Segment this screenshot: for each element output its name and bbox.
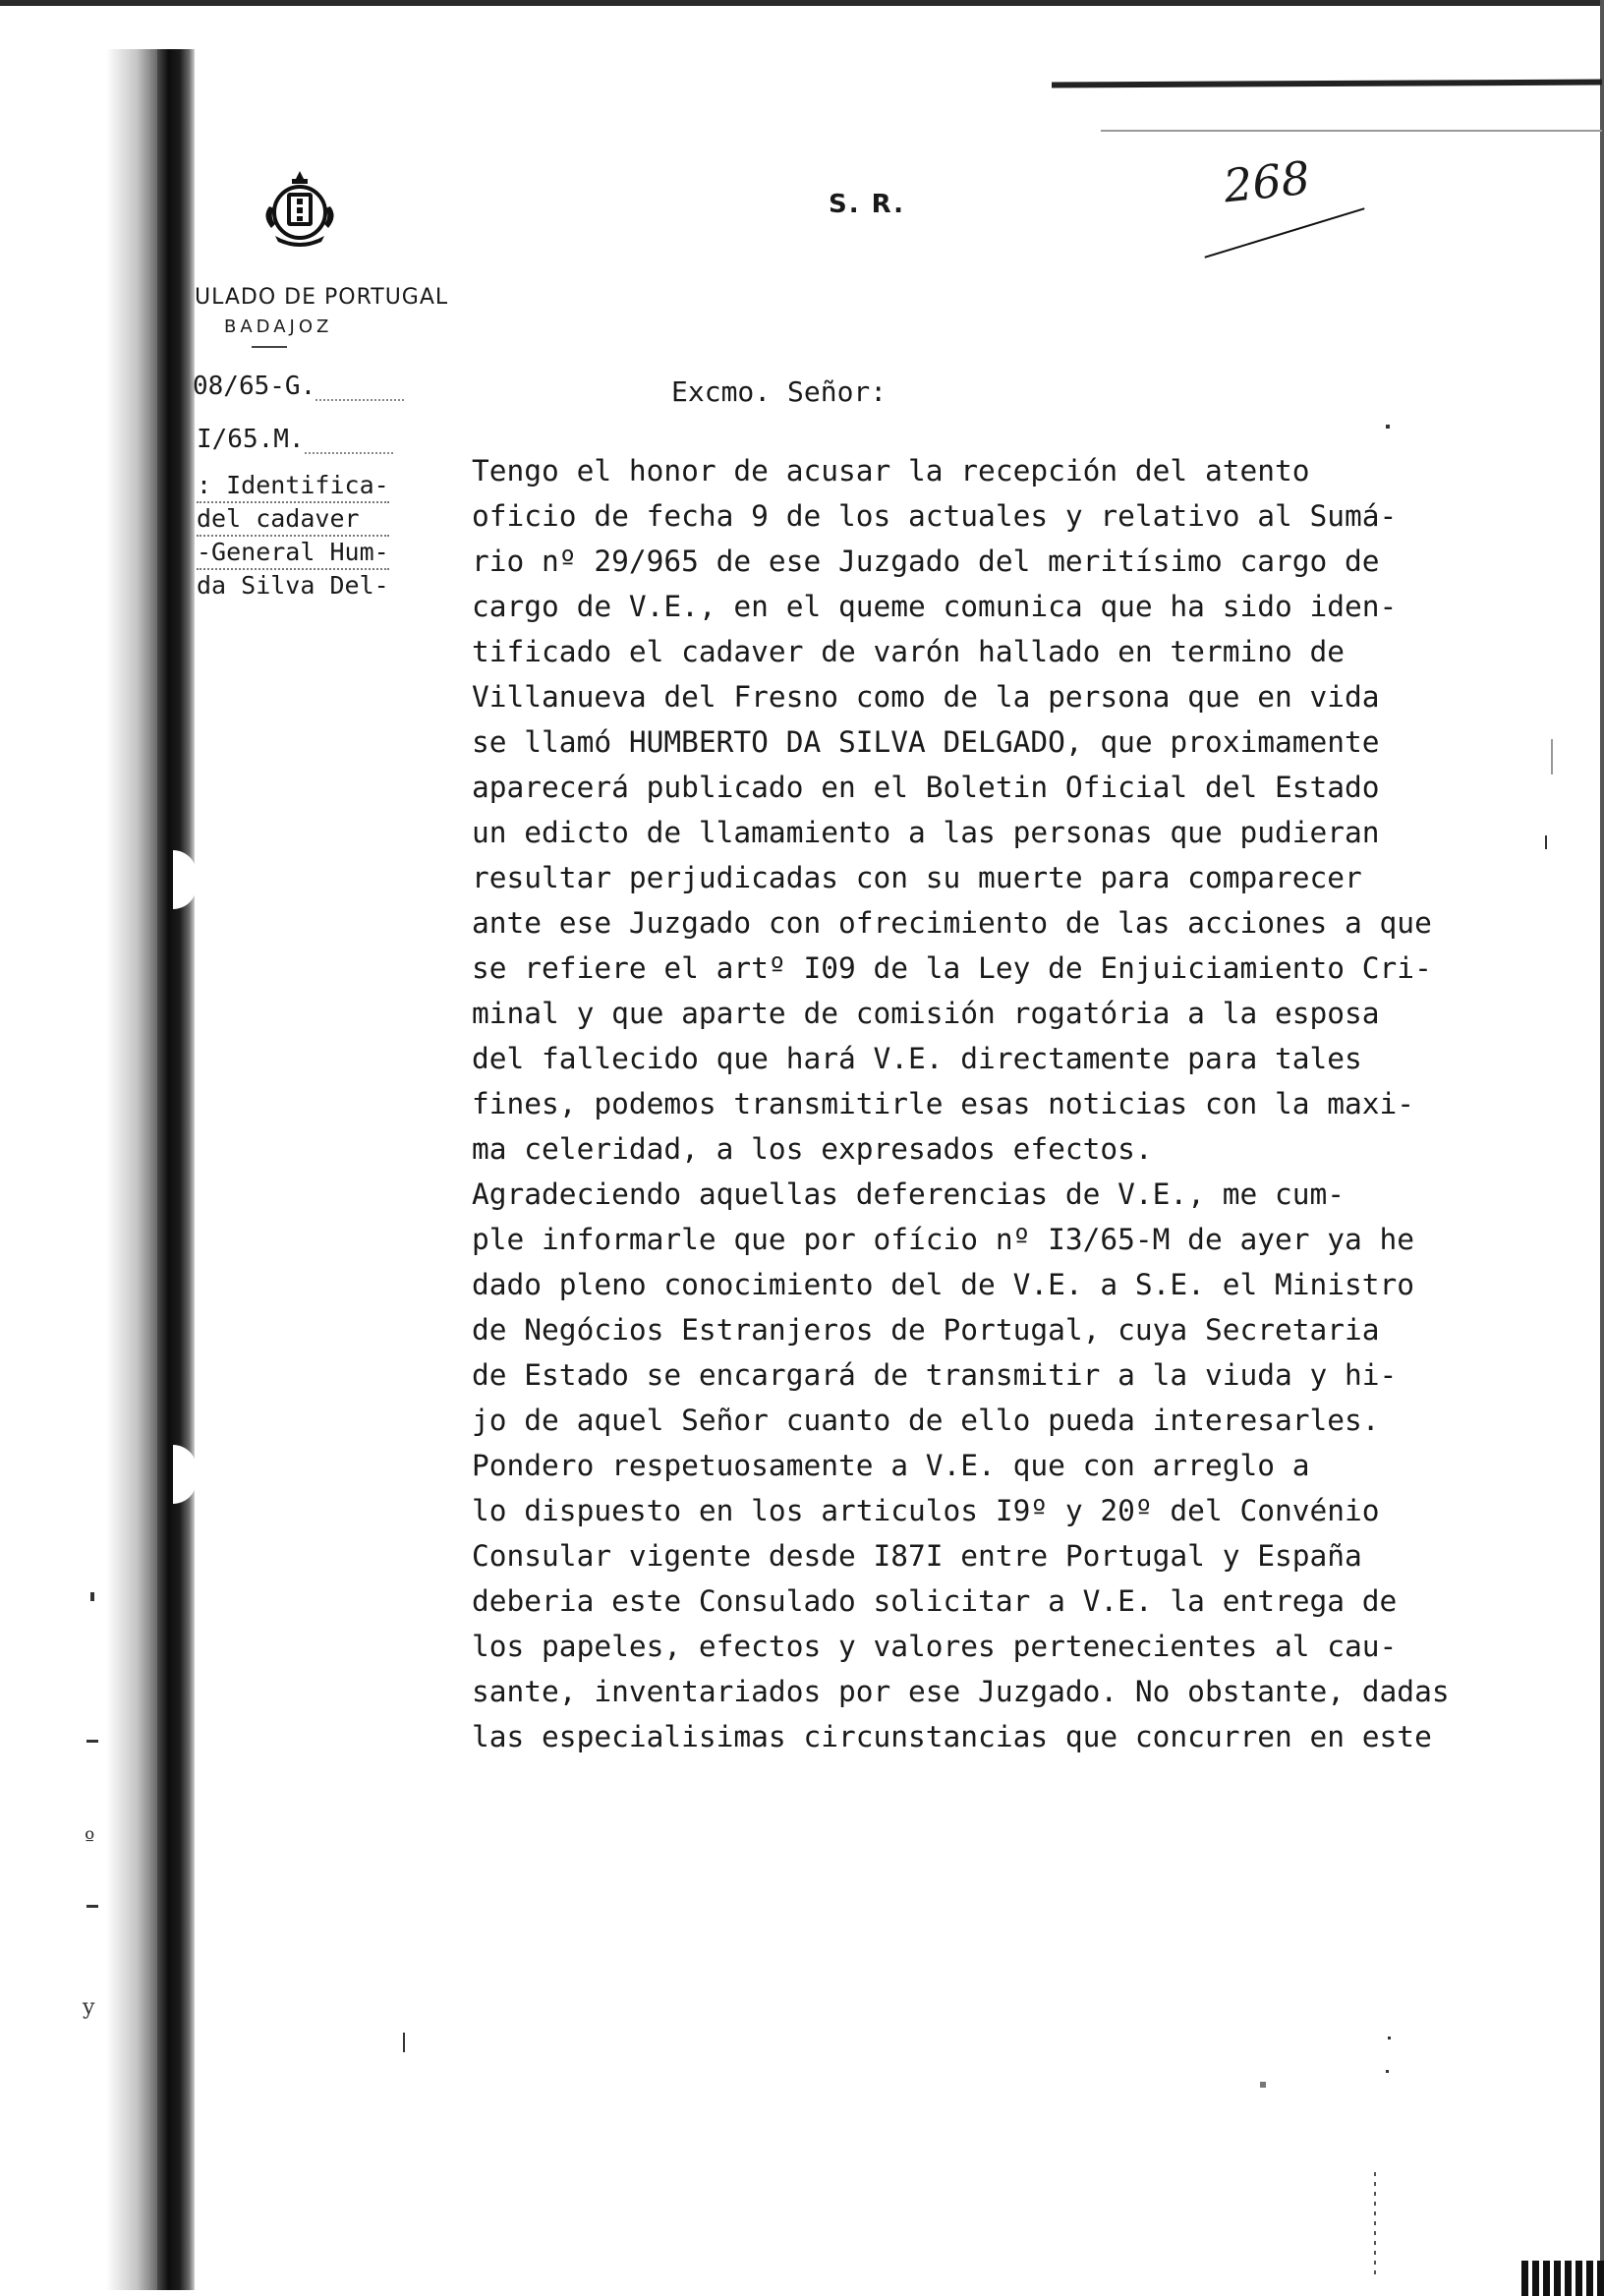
body-line: los papeles, efectos y valores pertenecientes al cau- [472,1630,1398,1663]
body-line: Consular vigente desde I87I entre Portugal y España [472,1539,1362,1573]
body-line: fines, podemos transmitirle esas noticias con la maxi- [472,1087,1415,1120]
body-line: jo de aquel Señor cuanto de ello pueda interesarles. [472,1404,1380,1437]
subject-line: : Identifica- [197,470,389,503]
body-line: Villanueva del Fresno como de la persona que en vida [472,680,1380,714]
consulate-city: BADAJOZ [224,316,333,337]
subject-line: del cadaver [197,503,389,537]
city-underline [252,346,287,348]
body-line: minal y que aparte de comisión rogatória a la esposa [472,997,1380,1030]
subject-line: -General Hum- [197,537,389,570]
dotted-line [315,395,404,401]
speck [1388,2037,1391,2039]
body-line: ma celeridad, a los expresados efectos. [472,1132,1153,1166]
body-line: de Negócios Estranjeros de Portugal, cuya Secretaria [472,1313,1380,1347]
body-line: ple informarle que por ofício nº I3/65-M de ayer ya he [472,1223,1415,1256]
classification-mark: S. R. [829,190,906,219]
dotted-line [305,448,393,454]
speck [1545,835,1547,849]
margin-mark: º [85,1828,95,1853]
body-line: se llamó HUMBERTO DA SILVA DELGADO, que proximamente [472,725,1380,759]
folio-number: 268 [1221,150,1313,213]
body-line: las especialisimas circunstancias que concurren en este [472,1720,1432,1753]
speck [1374,2172,1376,2280]
margin-dash [403,2033,405,2052]
body-line: se refiere el artº I09 de la Ley de Enjuiciamiento Cri- [472,951,1432,985]
reference-number [197,425,393,454]
page-top-border [0,0,1604,6]
body-line: de Estado se encargará de transmitir a la viuda y hi- [472,1358,1398,1392]
subject-line: da Silva Del- [197,571,389,600]
margin-dash [86,1740,98,1743]
page-right-border [1600,0,1604,2296]
speck [1386,425,1390,429]
reference-value: 08/65-G. [193,372,316,401]
folio-underline [1204,207,1364,258]
speck [1260,2082,1266,2088]
body-line: Tengo el honor de acusar la recepción del atento [472,454,1310,488]
top-rule [1052,80,1602,88]
consulate-name: ULADO DE PORTUGAL [195,285,449,310]
binding-shadow [106,49,157,2290]
body-line: lo dispuesto en los articulos I9º y 20º del Convénio [472,1494,1380,1527]
reference-number [193,372,404,401]
body-line: un edicto de llamamiento a las personas que pudieran [472,816,1380,849]
speck [1386,2070,1389,2073]
body-line: Pondero respetuosamente a V.E. que con arreglo a [472,1449,1310,1482]
body-line: oficio de fecha 9 de los actuales y relativo al Sumá- [472,499,1398,533]
letter-body [472,448,1592,1759]
body-line: resultar perjudicadas con su muerte para comparecer [472,861,1362,894]
margin-mark: y [83,1995,95,2020]
coat-of-arms-icon [258,167,342,252]
binding-edge [157,49,195,2290]
corner-stamp-fragment [1521,2261,1604,2296]
speck [1551,739,1553,775]
body-line: del fallecido que hará V.E. directamente para tales [472,1042,1362,1075]
body-line: rio nº 29/965 de ese Juzgado del meritísimo cargo de [472,545,1380,578]
body-line: ante ese Juzgado con ofrecimiento de las acciones a que [472,906,1432,940]
body-line: cargo de V.E., en el queme comunica que ha sido iden- [472,590,1398,623]
body-line: deberia este Consulado solicitar a V.E. la entrega de [472,1584,1398,1618]
margin-dash [86,1905,98,1908]
body-line: aparecerá publicado en el Boletin Oficial del Estado [472,771,1380,804]
salutation: Excmo. Señor: [671,375,888,408]
body-line: sante, inventariados por ese Juzgado. No obstante, dadas [472,1675,1450,1708]
subject-block [197,470,389,602]
top-rule-secondary [1101,130,1602,132]
margin-dash [90,1592,94,1601]
body-line: Agradeciendo aquellas deferencias de V.E., me cum- [472,1177,1346,1211]
reference-value: I/65.M. [197,425,305,454]
body-line: tificado el cadaver de varón hallado en termino de [472,635,1346,668]
body-line: dado pleno conocimiento del de V.E. a S.E. el Ministro [472,1268,1415,1301]
